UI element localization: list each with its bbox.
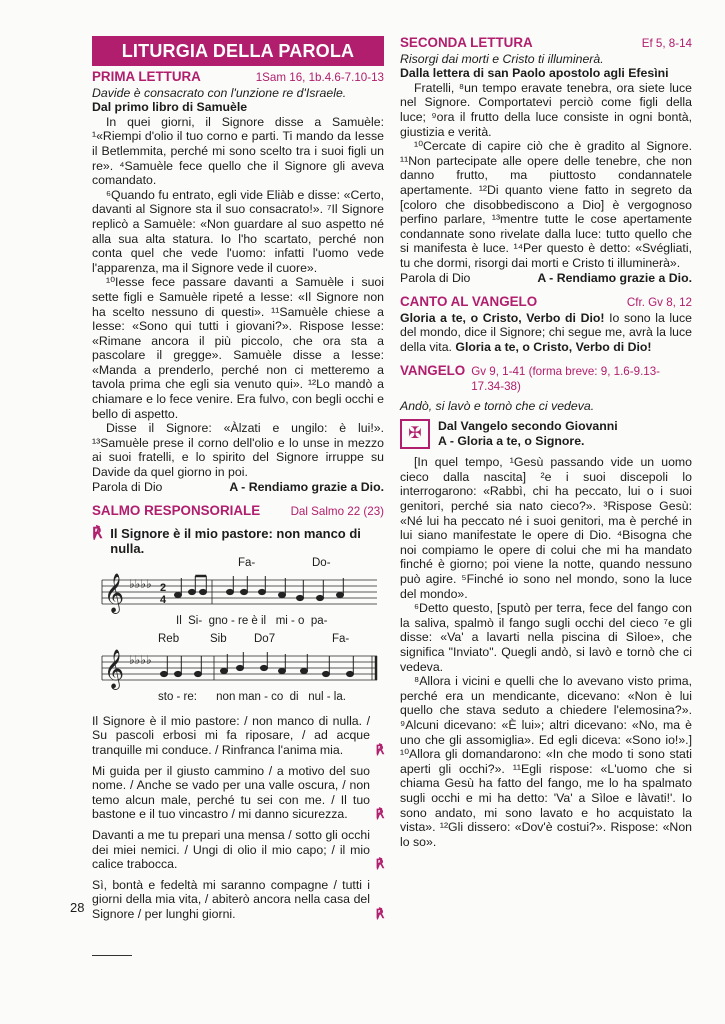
acclamation-label: CANTO AL VANGELO [400,294,538,310]
cross-icon: ✠ [400,419,430,449]
svg-text:𝄞: 𝄞 [104,572,125,613]
second-reading-paragraph: ¹⁰Cercate di capire ciò che è gradito al Signore. ¹¹Non partecipate alle opere delle tenebre, che non danno frutto, ma piuttosto condannatele apertamente. ¹²Di quanto viene fatto in segreto da [coloro che disobbediscono a Dio] è vergognoso perfino parlare, ¹³mentre tutte le cose apertamente condannate sono rivelate dalla luce: tutto quello che si manifesta è luce. ¹⁴Per questo è detto: «Svégliati, tu che dormi, risorgi dai morti e Cristo ti illuminerà». [400,139,692,270]
svg-text:♭♭♭♭: ♭♭♭♭ [129,576,152,591]
svg-text:♭♭♭♭: ♭♭♭♭ [129,652,152,667]
music-staff-2 [92,634,384,708]
first-reading-paragraph: ¹⁰Iesse fece passare davanti a Samuèle i suoi sette figli e Samuèle ripeté a Iesse: «Il Signore non ha scelto nessuno di questi». ¹¹Samuèle chiese a Iesse: «Sono qui tutti i giovani?». Rispose Iesse: «Rimane ancora il più piccolo, che ora sta a pascolare il gregge». Samuèle disse a Iesse: «Manda a prenderlo, perché non ci metteremo a tavola prima che egli sia venuto qui». ¹²Lo mandò a chiamare e lo fece venire. Era fulvo, con begli occhi e bello di aspetto. [92,275,384,421]
psalm-response [92,523,384,556]
gospel-intro-text [438,419,618,448]
page-number: 28 [70,900,85,915]
psalm-response-text: Il Signore è il mio pastore: non manco di nulla. [110,525,361,556]
first-reading-paragraph: ⁶Quando fu entrato, egli vide Eliàb e disse: «Certo, davanti al Signore sta il suo consacrato!». ⁷Il Signore replicò a Samuèle: «Non guardare al suo aspetto né alla sua alta statura. Io l'ho scartato, perché non conta quel che vede l'uomo: infatti l'uomo vede l'apparenza, ma il Signore vede il cuore». [92,187,384,275]
acclamation-text [400,311,692,355]
acclamation-ref: Cfr. Gv 8, 12 [626,296,692,310]
closing-response: A - Rendiamo grazie a Dio. [537,270,692,285]
gospel-header [400,364,692,394]
svg-text:𝄞: 𝄞 [104,648,125,689]
first-reading-subtitle: Davide è consacrato con l'unzione re d'Israele. [92,85,347,100]
lyrics-line: Il Si- gno - re è il mi - o pa- [176,614,328,627]
psalm-stanza [92,828,384,872]
footer-rule [92,955,132,956]
chord: Fa- [332,632,350,645]
closing-response: A - Rendiamo grazie a Dio. [229,479,384,494]
gospel-ref: Gv 9, 1-41 (forma breve: 9, 1.6-9.13-17.34-38) [471,365,661,394]
svg-text:4: 4 [160,593,167,606]
second-reading-ref: Ef 5, 8-14 [641,37,692,50]
gospel-source: Dal Vangelo secondo Giovanni [438,419,618,434]
psalm-stanza [92,878,384,922]
acclamation-bold: Gloria a te, o Cristo, Verbo di Dio! [400,310,605,325]
response-symbol-icon: ℟ [375,742,384,757]
psalm-stanza [92,714,384,758]
closing-word: Parola di Dio [400,270,471,285]
first-reading-closing [92,480,384,495]
psalm-stanza-text: Davanti a me tu prepari una mensa / sotto gli occhi dei miei nemici. / Ungi di olio il mio capo; / il mio calice trabocca. [92,827,370,872]
response-symbol-icon: ℟ [375,806,384,822]
second-reading-source: Dalla lettera di san Paolo apostolo agli Efesìni [400,66,669,81]
acclamation-bold: Gloria a te, o Cristo, Verbo di Dio! [455,339,652,354]
psalm-stanza-text: Il Signore è il mio pastore: / non manco di nulla. / Su pascoli erbosi mi fa riposare, / ad acque tranquille mi conduce. / Rinfranca l'anima mia. [92,713,370,757]
closing-word: Parola di Dio [92,479,163,494]
acclamation-header [400,295,692,311]
psalm-stanza [92,764,384,822]
response-symbol-icon: ℟ [92,523,103,542]
first-reading-source: Dal primo libro di Samuèle [92,100,248,115]
gospel-label: VANGELO [400,363,466,379]
gospel-paragraph: [In quel tempo, ¹Gesù passando vide un uomo cieco dalla nascita] ²e i suoi discepoli lo interrogarono: «Rabbì, chi ha peccato, lui o i suoi genitori, perché sia nato cieco?». ³Rispose Gesù: «Né lui ha peccato né i suoi genitori, ma è perché in lui siano manifestate le opere di Dio. ⁴Bisogna che noi compiamo le opere di colui che mi ha mandato finché è giorno; poi viene la notte, quando nessuno può agire. ⁵Finché io sono nel mondo, sono la luce del mondo». [400,455,692,601]
acclamation-middle: Io sono la luce del mondo, dice il Signore; chi segue me, avrà la luce della vita. [400,310,692,354]
psalm-stanza-text: Mi guida per il giusto cammino / a motivo del suo nome. / Anche se vado per una valle oscura, / non temo alcun male, perché tu sei con me. / Il tuo bastone e il tuo vincastro / mi danno sicurezza. [92,763,370,822]
psalm-label: SALMO RESPONSORIALE [92,503,261,519]
first-reading-header [92,70,384,86]
chord: Do7 [254,632,276,645]
music-staff-1 [92,558,384,632]
psalm-stanza-text: Sì, bontà e fedeltà mi saranno compagne / tutti i giorni della mia vita, / abiterò ancora nella casa del Signore / per lunghi giorni. [92,877,370,921]
gospel-paragraph: ⁸Allora i vicini e quelli che lo avevano visto prima, perché era un mendicante, dicevano: «Non è lui quello che stava seduto a chiedere l'elemosina?». ⁹Alcuni dicevano: «È lui»; altri dicevano: «No, ma è uno che gli assomiglia». Ed egli diceva: «Sono io!».] ¹⁰Allora gli domandarono: «In che modo ti sono stati aperti gli occhi?». ¹¹Egli rispose: «L'uomo che si chiama Gesù ha fatto del fango, me lo ha spalmato sugli occhi e mi ha detto: 'Va' a Sìloe e làvati!'. Io sono andato, mi sono lavato e ho acquistato la vista». ¹²Gli dissero: «Dov'è costui?». Rispose: «Non lo so». [400,674,692,849]
left-column [92,36,384,922]
chord: Fa- [238,556,256,569]
gospel-response: A - Gloria a te, o Signore. [438,433,585,448]
response-symbol-icon: ℟ [375,905,384,921]
response-symbol-icon: ℟ [375,856,384,872]
lyrics-line: sto - re: non man - co di nul - la. [158,690,346,703]
svg-text:2: 2 [160,581,167,594]
second-reading-label: SECONDA LETTURA [400,35,533,50]
gospel-paragraph: ⁶Detto questo, [sputò per terra, fece del fango con la saliva, spalmò il fango sugli occhi del cieco ⁷e gli disse: «Va' a lavarti nella piscina di Sìloe», che significa "Inviato". Quegli andò, si lavò e tornò che ci vedeva. [400,601,692,674]
gospel-intro [400,419,692,449]
first-reading-ref: 1Sam 16, 1b.4.6-7.10-13 [255,71,384,84]
gospel-subtitle: Andò, si lavò e tornò che ci vedeva. [400,398,595,413]
second-reading-paragraph: Fratelli, ⁸un tempo eravate tenebra, ora siete luce nel Signore. Comportatevi perciò come figli della luce; ⁹ora il frutto della luce consiste in ogni bontà, giustizia e verità. [400,80,692,139]
first-reading-paragraph: In quei giorni, il Signore disse a Samuèle: ¹«Riempi d'olio il tuo corno e parti. Ti mando da Iesse il Betlemmita, perché mi sono scelto tra i suoi figli un re». ⁴Samuèle fece quello che il Signore gli aveva comandato. [92,114,384,188]
chord: Reb [158,632,180,645]
chord: Do- [312,556,331,569]
second-reading-header [400,36,692,52]
psalm-header [92,504,384,520]
second-reading-closing [400,271,692,286]
psalm-ref: Dal Salmo 22 (23) [290,505,384,519]
first-reading-label: PRIMA LETTURA [92,69,201,84]
section-banner: LITURGIA DELLA PAROLA [92,36,384,66]
second-reading-subtitle: Risorgi dai morti e Cristo ti illuminerà. [400,51,604,66]
first-reading-paragraph: Disse il Signore: «Àlzati e ungilo: è lui!». ¹³Samuèle prese il corno dell'olio e lo unse in mezzo ai suoi fratelli, e lo spirito del Signore irruppe su Davide da quel giorno in poi. [92,421,384,480]
chord: Sib [210,632,227,645]
right-column [400,36,692,849]
